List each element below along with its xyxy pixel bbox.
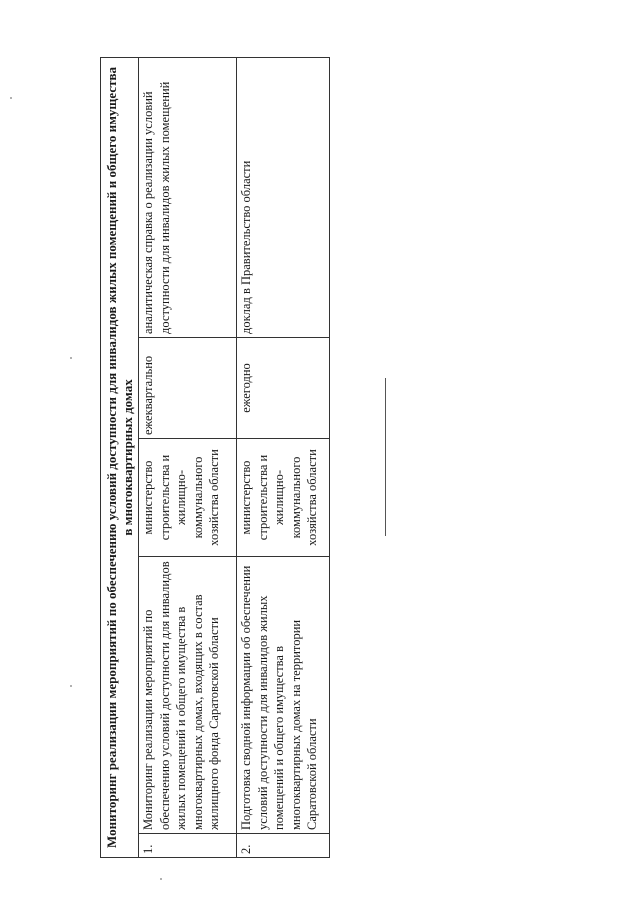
executor-cell: министерство строительства и жилищно-коммунального хозяйства области (139, 439, 237, 557)
rotated-page-content (100, 58, 330, 858)
row-number: 2. (237, 834, 330, 858)
table-row (237, 57, 330, 857)
frequency-cell: ежеквартально (139, 338, 237, 439)
executor-cell: министерство строительства и жилищно-коммунального хозяйства области (237, 439, 330, 557)
activity-cell: Мониторинг реализации мероприятий по обеспечению условий доступности для инвалидов жилых помещений и общего имущества в многоквартирных домах, входящих в состав жилищного фонда Саратовской области (139, 557, 237, 834)
separator-line (385, 378, 386, 536)
scan-speck (160, 878, 162, 880)
table-title-row (101, 57, 139, 857)
monitoring-table (100, 57, 330, 858)
scan-speck (10, 97, 12, 99)
activity-cell: Подготовка сводной информации об обеспечении условий доступности для инвалидов жилых помещений и общего имущества в многоквартирных домах на территории Саратовской области (237, 557, 330, 834)
result-cell: аналитическая справка о реализации условий доступности для инвалидов жилых помещений (139, 57, 237, 337)
scan-speck (70, 685, 72, 687)
row-number: 1. (139, 834, 237, 858)
table-row (139, 57, 237, 857)
frequency-cell: ежегодно (237, 338, 330, 439)
scan-speck (70, 357, 72, 359)
result-cell: доклад в Правительство области (237, 57, 330, 337)
table-title: Мониторинг реализации мероприятий по обеспечению условий доступности для инвалидов жилых помещений и общего имущества в многоквартирных домах (101, 57, 139, 857)
